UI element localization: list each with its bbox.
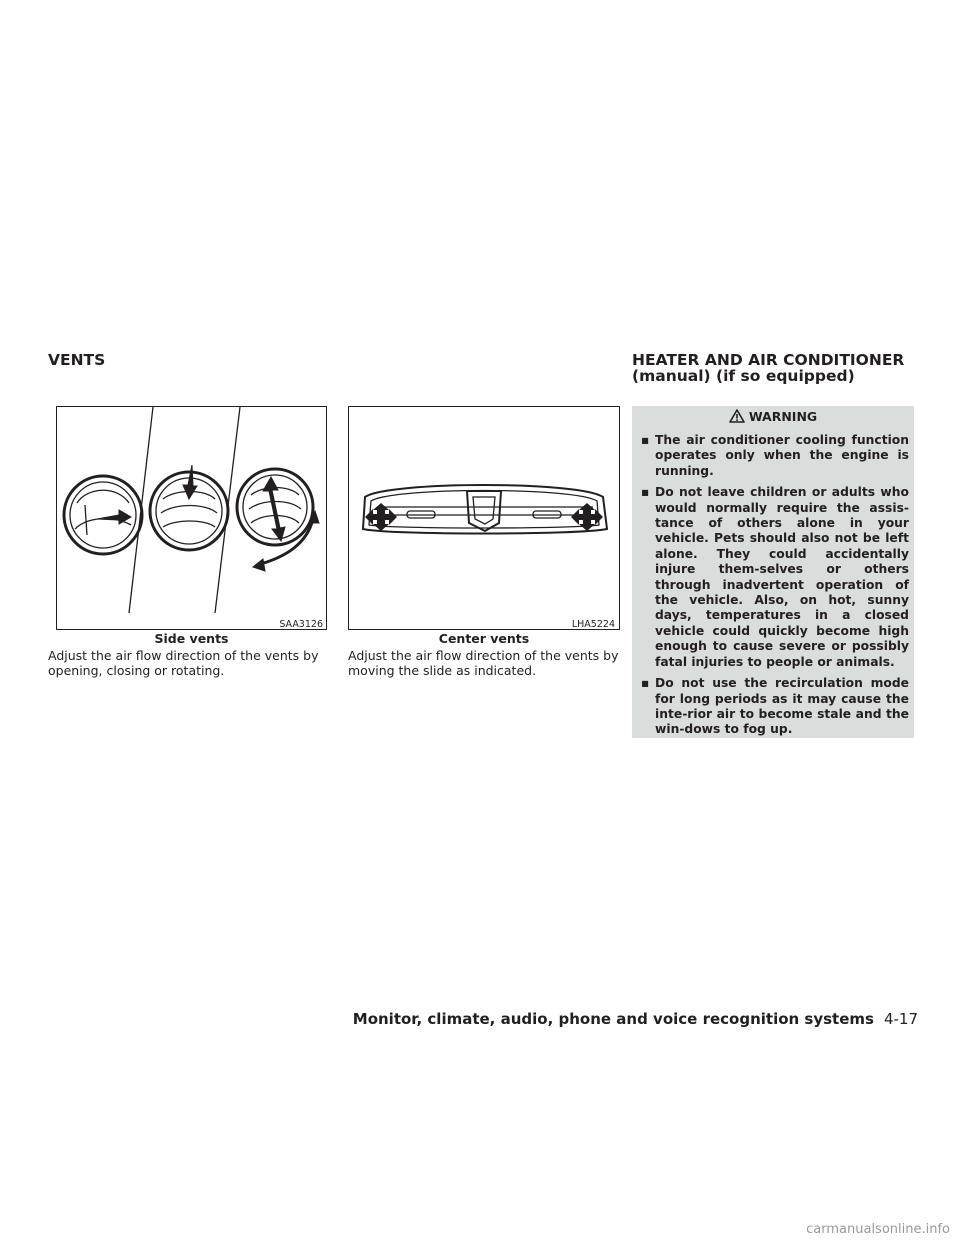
center-vents-caption: Center vents bbox=[438, 631, 530, 646]
watermark: carmanualsonline.info bbox=[806, 1222, 950, 1237]
center-vents-text: Adjust the air flow direction of the vents by moving the slide as indicated. bbox=[348, 648, 619, 678]
warning-title bbox=[632, 406, 914, 426]
page-number: 4-17 bbox=[883, 1010, 918, 1028]
heater-heading bbox=[632, 352, 904, 384]
footer-chapter: Monitor, climate, audio, phone and voice recognition systems bbox=[352, 1010, 874, 1028]
center-vents-illustration bbox=[349, 407, 619, 629]
warning-item bbox=[637, 676, 909, 738]
page-footer bbox=[353, 1010, 918, 1028]
bullet-icon: ▪ bbox=[641, 485, 650, 500]
warning-title-text: WARNING bbox=[748, 408, 818, 424]
heater-heading-line1: HEATER AND AIR CONDITIONER bbox=[632, 351, 905, 369]
side-vents-illustration bbox=[57, 407, 326, 629]
warning-item-text: Do not use the recirculation mode for long periods as it may cause the inte-rior air to become stale and the win-dows to fog up. bbox=[655, 676, 909, 737]
side-vents-text: Adjust the air flow direction of the vents by opening, closing or rotating. bbox=[48, 648, 319, 678]
side-vents-figure bbox=[56, 406, 327, 630]
vents-heading: VENTS bbox=[48, 351, 106, 369]
center-vents-figure bbox=[348, 406, 620, 630]
warning-item bbox=[637, 433, 909, 479]
center-vents-code: LHA5224 bbox=[571, 619, 615, 629]
warning-item bbox=[637, 485, 909, 670]
warning-item-text: Do not leave children or adults who would normally require the assis-tance of others alone in your vehicle. Pets should also not be left alone. They could accidentally injure them-selves or others through inadvertent operation of the vehicle. Also, on hot, sunny days, temperatures in a closed vehicle could quickly become high enough to cause severe or possibly fatal injuries to people or animals. bbox=[655, 485, 909, 669]
side-vents-caption: Side vents bbox=[154, 631, 229, 646]
warning-box bbox=[632, 406, 914, 737]
warning-item-text: The air conditioner cooling function operates only when the engine is running. bbox=[655, 433, 909, 478]
side-vents-code: SAA3126 bbox=[279, 619, 323, 629]
warning-triangle-icon bbox=[729, 409, 745, 423]
heater-heading-line2: (manual) (if so equipped) bbox=[632, 367, 855, 385]
warning-list bbox=[637, 433, 909, 738]
bullet-icon: ▪ bbox=[641, 676, 650, 691]
bullet-icon: ▪ bbox=[641, 433, 650, 447]
